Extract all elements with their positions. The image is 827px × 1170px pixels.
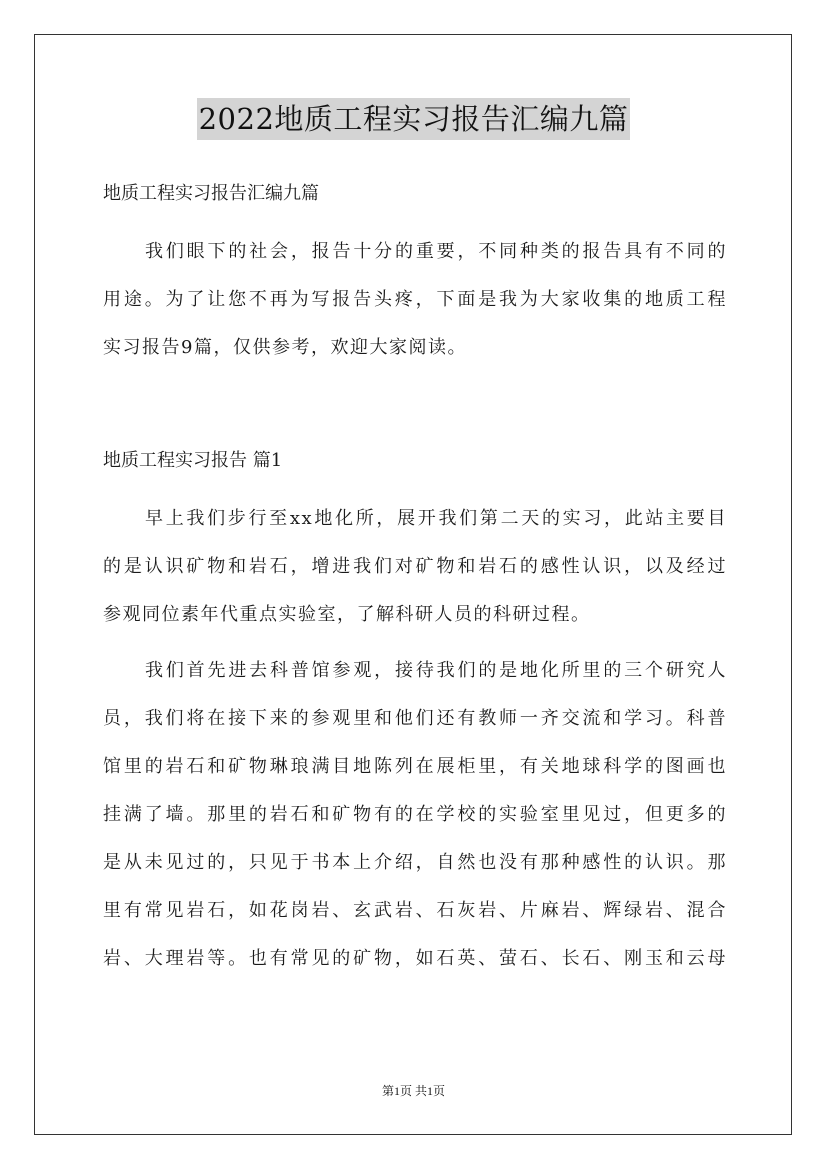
paragraph-line: 我们首先进去科普馆参观，接待我们的是地化所里的三个研究人 — [145, 660, 727, 681]
spacer — [103, 372, 727, 439]
paragraph-line: 早上我们步行至xx地化所，展开我们第二天的实习，此站主要目 — [145, 508, 727, 529]
page-footer — [0, 1082, 827, 1099]
body-paragraph — [103, 647, 727, 983]
paragraph-line: 岩、大理岩等。也有常见的矿物，如石英、萤石、长石、刚玉和云母 — [103, 948, 727, 969]
paragraph-line: 我们眼下的社会，报告十分的重要，不同种类的报告具有不同的 — [145, 241, 727, 262]
paragraph-line: 用途。为了让您不再为写报告头疼，下面是我为大家收集的地质工程 — [103, 289, 727, 310]
paragraph-line: 实习报告9篇，仅供参考，欢迎大家阅读。 — [103, 337, 467, 358]
spacer — [103, 487, 727, 495]
spacer — [103, 220, 727, 228]
title-container — [0, 98, 827, 140]
page-number: 第1页 共1页 — [381, 1084, 445, 1098]
paragraph-line: 馆里的岩石和矿物琳琅满目地陈列在展柜里，有关地球科学的图画也 — [103, 756, 727, 777]
paragraph-line: 是从未见过的，只见于书本上介绍，自然也没有那种感性的认识。那 — [103, 852, 727, 873]
section-heading: 地质工程实习报告 篇1 — [103, 450, 283, 471]
intro-paragraph — [103, 228, 727, 372]
document-subtitle: 地质工程实习报告汇编九篇 — [103, 183, 319, 204]
paragraph-line: 里有常见岩石，如花岗岩、玄武岩、石灰岩、片麻岩、辉绿岩、混合 — [103, 900, 727, 921]
body-paragraph — [103, 495, 727, 639]
paragraph-line: 员，我们将在接下来的参观里和他们还有教师一齐交流和学习。科普 — [103, 708, 727, 729]
paragraph-line: 的是认识矿物和岩石，增进我们对矿物和岩石的感性认识，以及经过 — [103, 556, 727, 577]
document-body — [103, 172, 727, 983]
paragraph-line: 挂满了墙。那里的岩石和矿物有的在学校的实验室里见过，但更多的 — [103, 804, 727, 825]
spacer — [103, 639, 727, 647]
document-title: 2022地质工程实习报告汇编九篇 — [197, 98, 631, 140]
paragraph-line: 参观同位素年代重点实验室，了解科研人员的科研过程。 — [103, 604, 591, 625]
